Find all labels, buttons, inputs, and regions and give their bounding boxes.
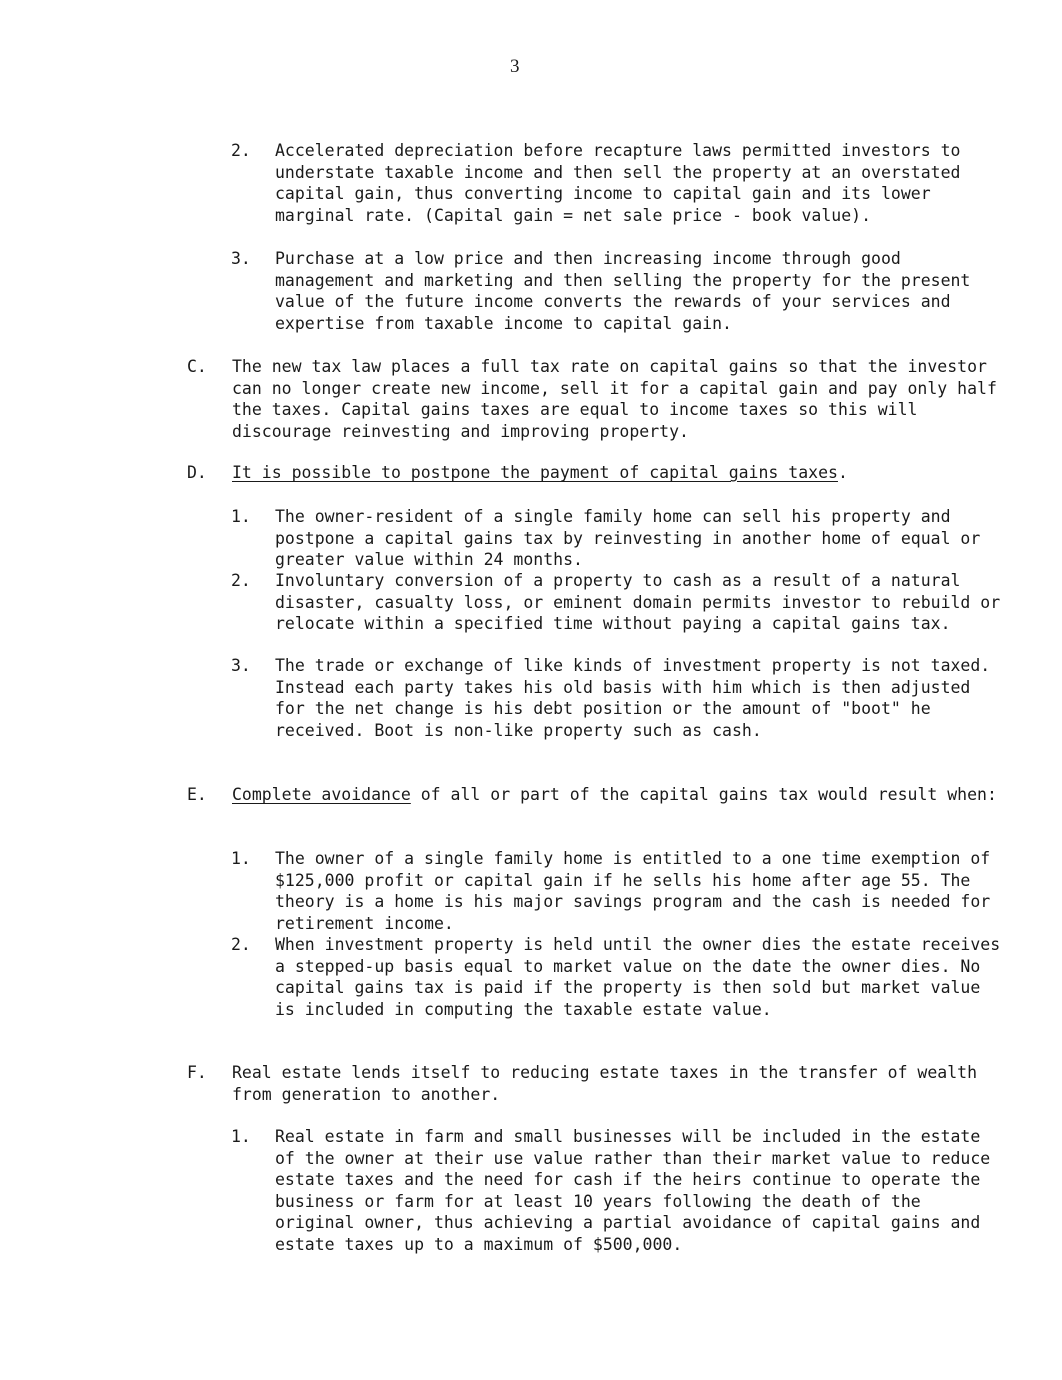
heading-rest: of all or part of the capital gains tax would result when: [410, 785, 997, 804]
section-f [187, 1062, 997, 1105]
section-text: Real estate lends itself to reducing estate taxes in the transfer of wealth from generation to another. [232, 1063, 978, 1104]
heading-rest: . [837, 463, 848, 482]
item-label: 1. [231, 849, 251, 868]
section-c [187, 356, 997, 442]
section-label: D. [187, 463, 207, 482]
section-text: The new tax law places a full tax rate on capital gains so that the investor can no longer create new income, sell it for a capital gain and pay only half the taxes. Capital gains taxes are equal to income taxes so this will discourage reinvesting and improving property. [232, 357, 997, 441]
item-text: Accelerated depreciation before recapture laws permitted investors to understate taxable income and then sell the property at an overstated capital gain, thus converting income to capital gain and its lower marginal rate. (Capital gain = net sale price - book value). [275, 141, 961, 225]
underlined-heading: Complete avoidance [232, 785, 411, 804]
section-e-heading [187, 784, 997, 806]
list-item-b3 [231, 248, 1001, 334]
item-label: 3. [231, 656, 251, 675]
item-label: 2. [231, 571, 251, 590]
item-text: The trade or exchange of like kinds of investment property is not taxed. Instead each party takes his old basis with him which is then adjusted for the net change is his debt position or the amount of "boot" he received. Boot is non-like property such as cash. [275, 656, 991, 740]
item-label: 2. [231, 141, 251, 160]
item-label: 2. [231, 935, 251, 954]
list-item-d3 [231, 655, 1001, 741]
page-number: 3 [510, 56, 520, 77]
underlined-heading: It is possible to postpone the payment of capital gains taxes [232, 463, 838, 482]
item-text: Involuntary conversion of a property to cash as a result of a natural disaster, casualty loss, or eminent domain permits investor to rebuild or relocate within a specified time without paying a capital gains tax. [275, 571, 1001, 633]
section-d-heading [187, 462, 997, 484]
item-text: When investment property is held until the owner dies the estate receives a stepped-up basis equal to market value on the date the owner dies. No capital gains tax is paid if the property is then sold but market value is included in computing the taxable estate value. [275, 935, 1001, 1019]
list-item-d1 [231, 506, 1001, 571]
section-label: E. [187, 785, 207, 804]
item-label: 1. [231, 507, 251, 526]
item-text: Real estate in farm and small businesses will be included in the estate of the owner at their use value rather than their market value to reduce estate taxes and the need for cash if the heirs continue to operate the business or farm for at least 10 years following the death of the original owner, thus achieving a partial avoidance of capital gains and estate taxes up to a maximum of $500,000. [275, 1127, 991, 1254]
list-item-e2 [231, 934, 1001, 1020]
item-text: The owner of a single family home is entitled to a one time exemption of $125,000 profit or capital gain if he sells his home after age 55. The theory is a home is his major savings program and the cash is needed for retirement income. [275, 849, 991, 933]
section-label: F. [187, 1063, 207, 1082]
list-item-b2 [231, 140, 1001, 226]
list-item-f1 [231, 1126, 1001, 1255]
item-text: Purchase at a low price and then increasing income through good management and marketing and then selling the property for the present value of the future income converts the rewards of your services and expertise from taxable income to capital gain. [275, 249, 971, 333]
list-item-e1 [231, 848, 1001, 934]
section-label: C. [187, 357, 207, 376]
item-text: The owner-resident of a single family home can sell his property and postpone a capital gains tax by reinvesting in another home of equal or greater value within 24 months. [275, 507, 981, 569]
item-label: 1. [231, 1127, 251, 1146]
item-label: 3. [231, 249, 251, 268]
list-item-d2 [231, 570, 1001, 635]
